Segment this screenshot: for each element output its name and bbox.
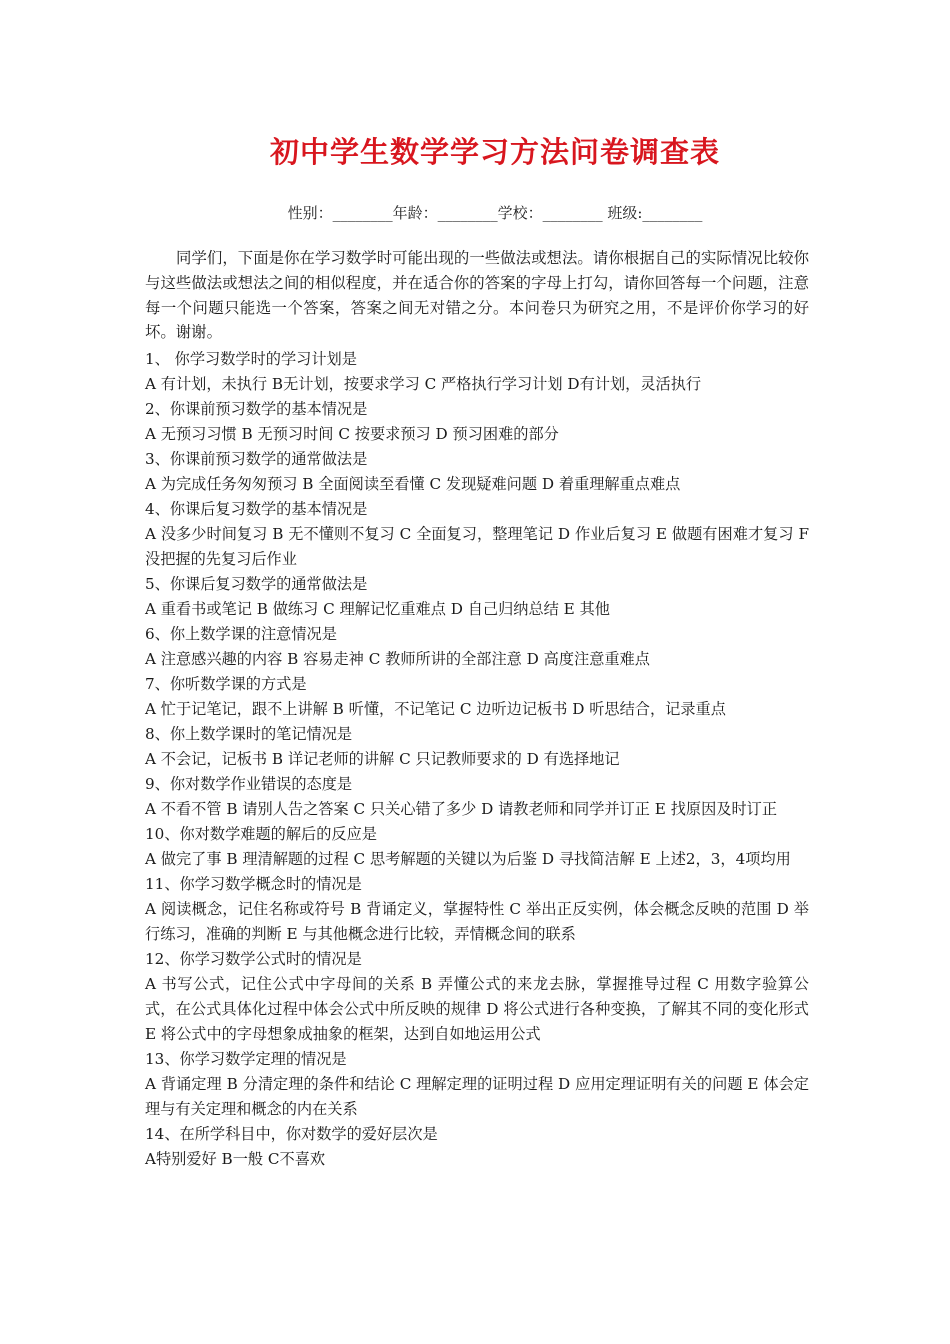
question-4-options: A 没多少时间复习 B 无不懂则不复习 C 全面复习，整理笔记 D 作业后复习 E 做题有困难才复习 F 没把握的先复习后作业 <box>145 525 809 568</box>
question-7: 7、你听数学课的方式是 <box>145 675 307 693</box>
question-6: 6、你上数学课的注意情况是 <box>145 625 337 643</box>
intro-paragraph: 同学们，下面是你在学习数学时可能出现的一些做法或想法。请你根据自己的实际情况比较你与这些做法或想法之间的相似程度，并在适合你的答案的字母上打勾，请你回答每一个问题，注意每一个问题只能选一个答案，答案之间无对错之分。本问卷只为研究之用，不是评价你学习的好坏。谢谢。 <box>145 249 809 342</box>
question-11: 11、你学习数学概念时的情况是 <box>145 875 362 893</box>
question-13-options: A 背诵定理 B 分清定理的条件和结论 C 理解定理的证明过程 D 应用定理证明有关的问题 E 体会定理与有关定理和概念的内在关系 <box>145 1075 809 1118</box>
question-8-options: A 不会记，记板书 B 详记老师的讲解 C 只记教师要求的 D 有选择地记 <box>145 750 620 768</box>
question-9: 9、你对数学作业错误的态度是 <box>145 775 353 793</box>
question-13: 13、你学习数学定理的情况是 <box>145 1050 347 1068</box>
question-6-options: A 注意感兴趣的内容 B 容易走神 C 教师所讲的全部注意 D 高度注意重难点 <box>145 650 650 668</box>
question-5: 5、你课后复习数学的通常做法是 <box>145 575 368 593</box>
page-title: 初中学生数学学习方法问卷调查表 <box>269 135 720 169</box>
question-3-options: A 为完成任务匆匆预习 B 全面阅读至看懂 C 发现疑难问题 D 着重理解重点难点 <box>145 475 681 493</box>
question-10: 10、你对数学难题的解后的反应是 <box>145 825 377 843</box>
question-2: 2、你课前预习数学的基本情况是 <box>145 400 368 418</box>
question-9-options: A 不看不管 B 请别人告之答案 C 只关心错了多少 D 请教老师和同学并订正 E 找原因及时订正 <box>145 800 778 818</box>
question-11-options: A 阅读概念，记住名称或符号 B 背诵定义，掌握特性 C 举出正反实例，体会概念反映的范围 D 举行练习，准确的判断 E 与其他概念进行比较，弄情概念间的联系 <box>145 900 809 943</box>
question-4: 4、你课后复习数学的基本情况是 <box>145 500 368 518</box>
question-1: 1、 你学习数学时的学习计划是 <box>145 350 357 368</box>
question-7-options: A 忙于记笔记，跟不上讲解 B 听懂，不记笔记 C 边听边记板书 D 听思结合，记录重点 <box>145 700 726 718</box>
question-8: 8、你上数学课时的笔记情况是 <box>145 725 353 743</box>
question-1-options: A 有计划，未执行 B无计划，按要求学习 C 严格执行学习计划 D有计划，灵活执行 <box>145 375 702 393</box>
question-2-options: A 无预习习惯 B 无预习时间 C 按要求预习 D 预习困难的部分 <box>145 425 559 443</box>
question-12-options: A 书写公式，记住公式中字母间的关系 B 弄懂公式的来龙去脉，掌握推导过程 C 用数字验算公式，在公式具体化过程中体会公式中所反映的规律 D 将公式进行各种变换，了解其不同的变化形式 E 将公式中的字母想象成抽象的框架，达到自如地运用公式 <box>145 975 809 1043</box>
question-3: 3、你课前预习数学的通常做法是 <box>145 450 368 468</box>
question-14: 14、在所学科目中，你对数学的爱好层次是 <box>145 1125 438 1143</box>
question-5-options: A 重看书或笔记 B 做练习 C 理解记忆重难点 D 自己归纳总结 E 其他 <box>145 600 610 618</box>
question-10-options: A 做完了事 B 理清解题的过程 C 思考解题的关键以为后鉴 D 寻找简洁解 E 上述2，3，4项均用 <box>145 850 791 868</box>
student-info-line: 性别：________年龄：________学校：________ 班级:________ <box>287 204 703 222</box>
question-14-options: A特别爱好 B一般 C不喜欢 <box>145 1150 326 1168</box>
question-list <box>145 347 809 1172</box>
question-12: 12、你学习数学公式时的情况是 <box>145 950 362 968</box>
